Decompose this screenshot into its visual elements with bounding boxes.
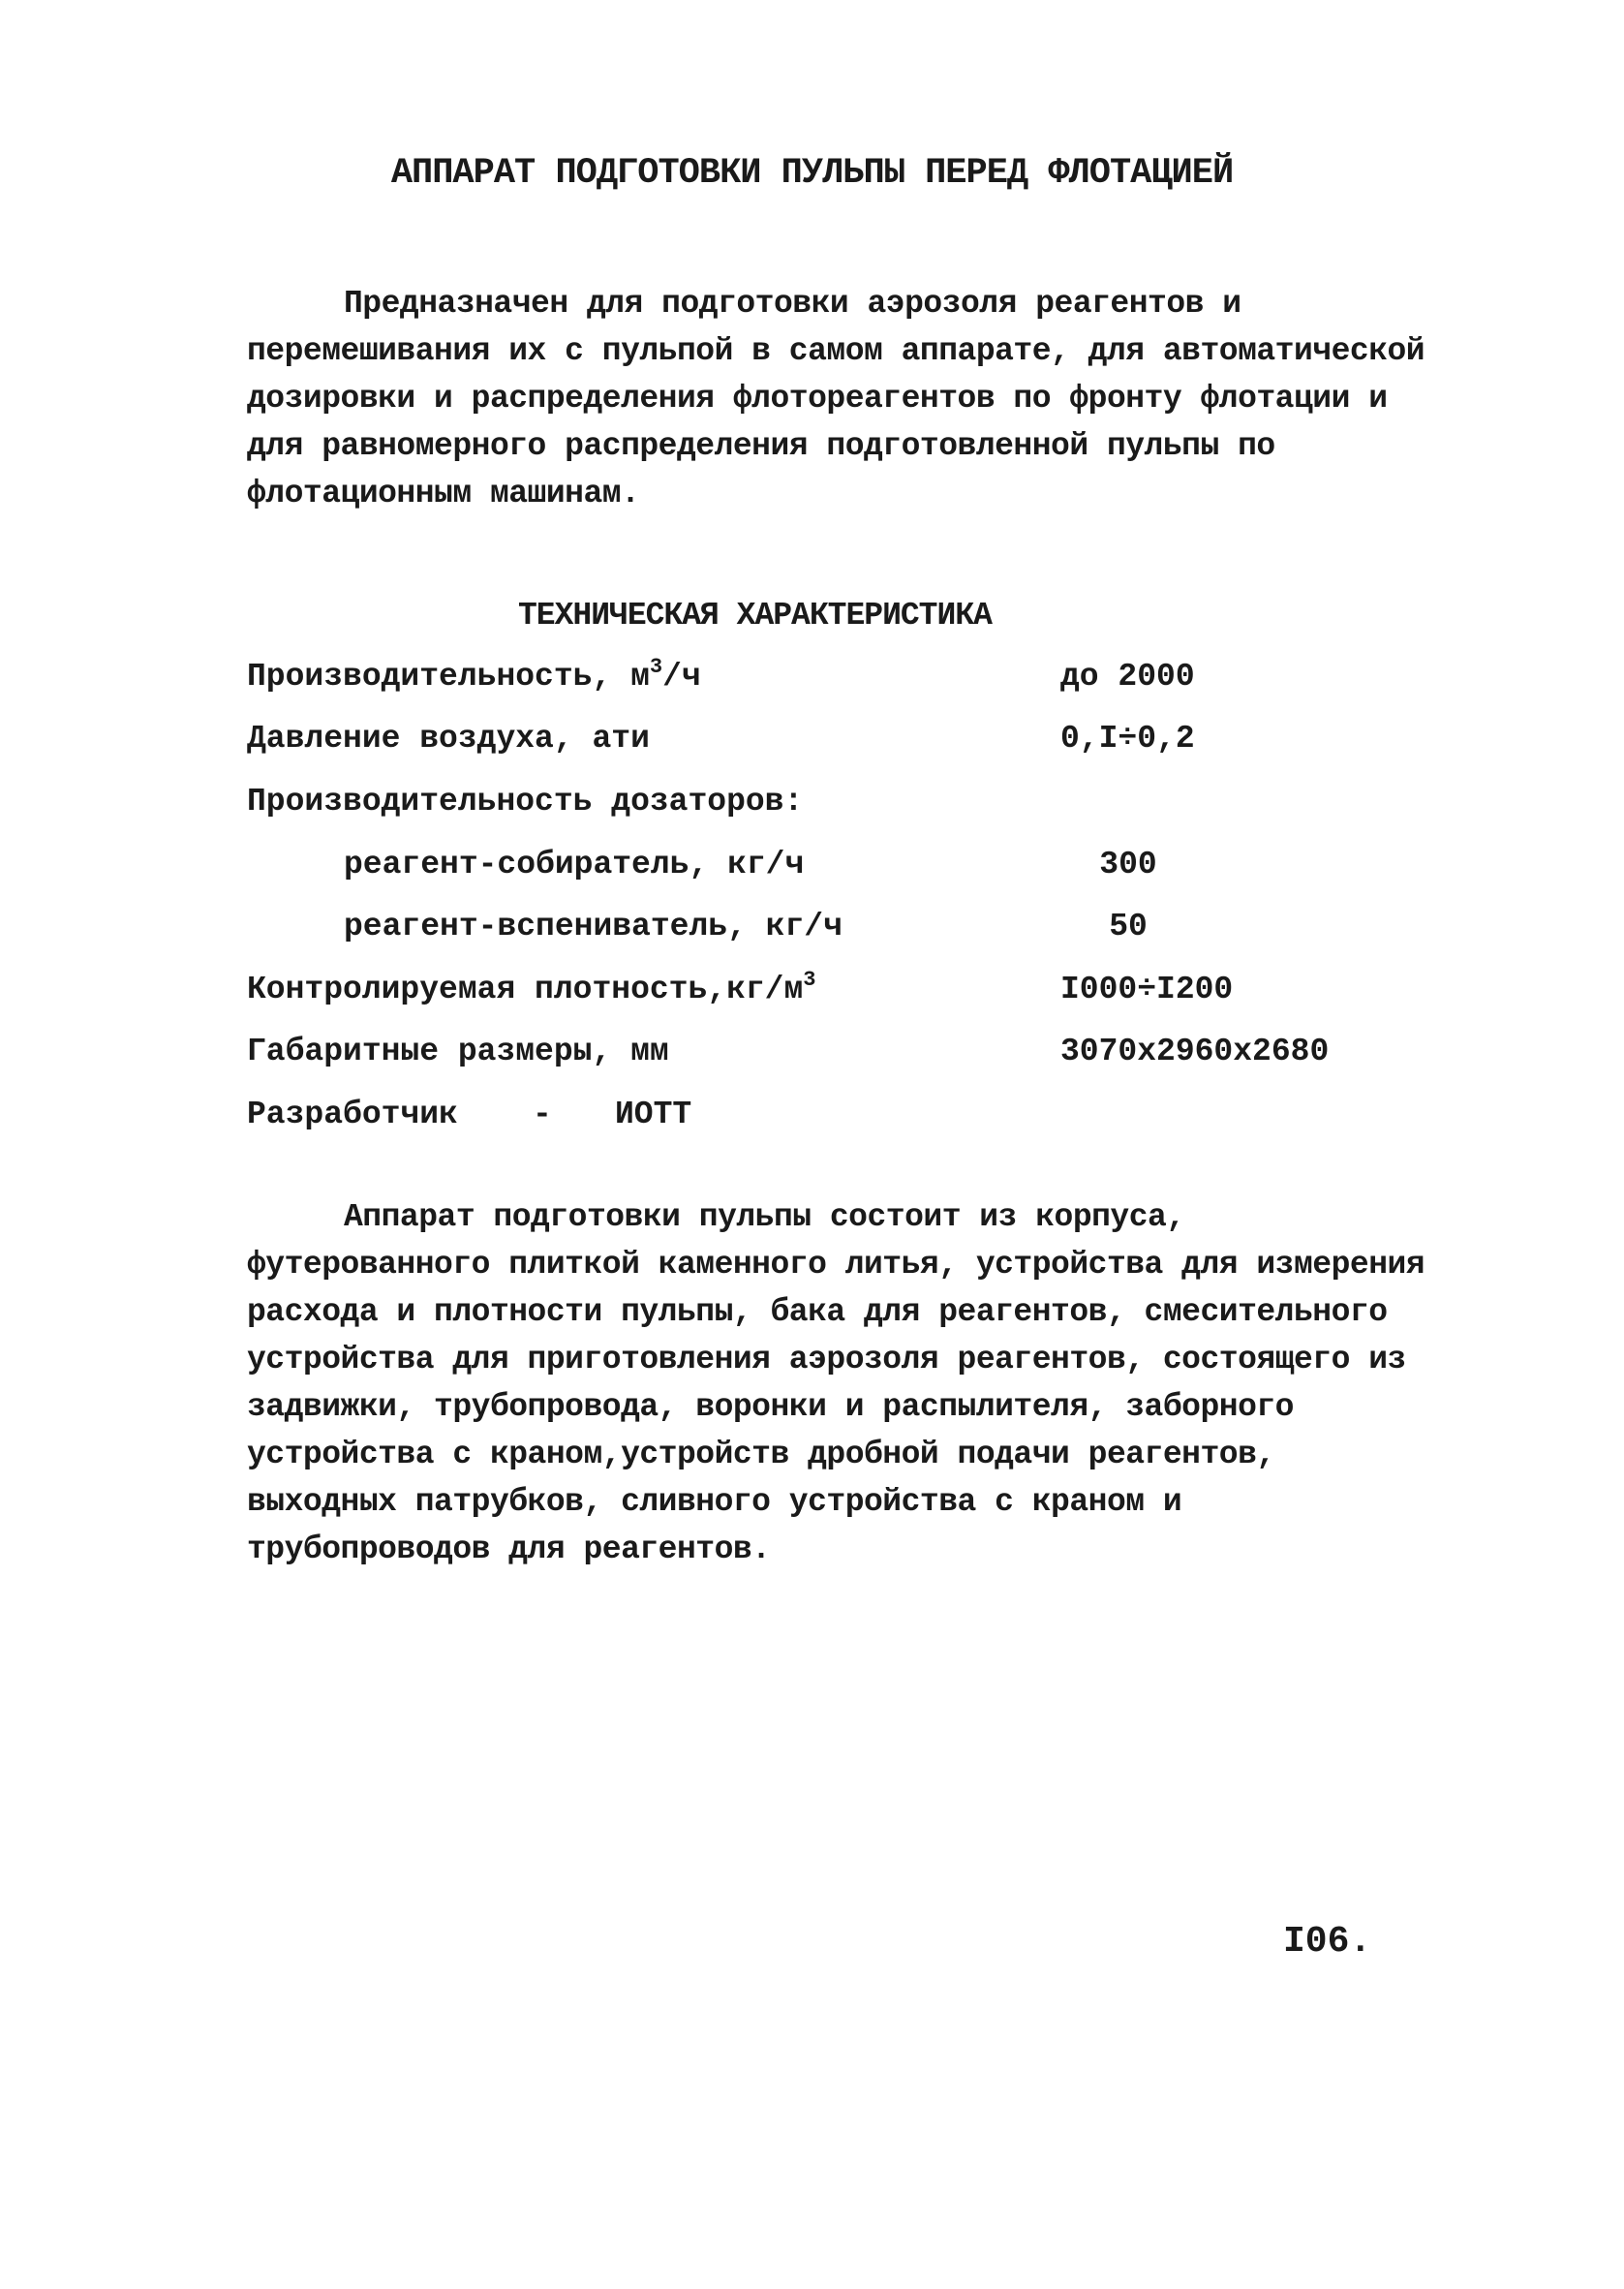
spec-label-density — [247, 968, 816, 1007]
capacity-label-text: Производительность, м — [247, 659, 650, 695]
spec-label-dosers: Производительность дозаторов: — [247, 784, 804, 820]
spec-label-developer: Разработчик — [247, 1097, 458, 1132]
spec-value-dimensions: 3070x2960x2680 — [1060, 1034, 1330, 1069]
page-number: I06. — [1283, 1921, 1372, 1963]
spec-label-frother: реагент-вспениватель, кг/ч — [344, 909, 843, 944]
spec-value-frother: 50 — [1109, 909, 1148, 944]
document-title: АППАРАТ ПОДГОТОВКИ ПУЛЬПЫ ПЕРЕД ФЛОТАЦИЕЙ — [390, 153, 1234, 194]
developer-dash: - — [533, 1097, 552, 1132]
spec-label-capacity — [247, 655, 701, 695]
spec-row-density — [247, 968, 1409, 1020]
spec-row-developer — [247, 1097, 1409, 1145]
spec-row-capacity — [247, 655, 1409, 707]
spec-value-developer: ИОТТ — [615, 1097, 692, 1132]
spec-row-air-pressure — [247, 721, 1409, 769]
spec-label-air-pressure: Давление воздуха, ати — [247, 721, 650, 757]
spec-row-dimensions — [247, 1034, 1409, 1082]
spec-value-air-pressure: 0,I÷0,2 — [1060, 721, 1195, 757]
spec-value-capacity: до 2000 — [1060, 659, 1195, 695]
spec-row-frother — [247, 909, 1409, 957]
specs-title: ТЕХНИЧЕСКАЯ ХАРАКТЕРИСТИКА — [518, 598, 992, 634]
capacity-superscript: 3 — [649, 655, 663, 679]
spec-value-density: I000÷I200 — [1060, 972, 1234, 1007]
description-paragraph: Аппарат подготовки пульпы состоит из корпуса, футерованного плиткой каменного литья, устройства для измерения расхода и плотности пульпы, бака для реагентов, смесительного устройства для приготовления аэрозоля реагентов, состоящего из задвижки, трубопровода, воронки и распылителя, заборного устройства с краном,устройств дробной подачи реагентов, выходных патрубков, сливного устройства с краном и трубопроводов для реагентов. — [247, 1199, 1425, 1567]
spec-label-dimensions: Габаритные размеры, мм — [247, 1034, 669, 1069]
spec-value-collector: 300 — [1099, 847, 1157, 882]
capacity-unit-tail: /ч — [662, 659, 701, 695]
density-superscript: 3 — [803, 968, 816, 992]
density-label-text: Контролируемая плотность,кг/м — [247, 972, 804, 1007]
spec-row-collector — [247, 847, 1409, 895]
spec-row-dosers — [247, 784, 1409, 832]
intro-paragraph: Предназначен для подготовки аэрозоля реагентов и перемешивания их с пульпой в самом аппарате, для автоматической дозировки и распределения флотореагентов по фронту флотации и для равномерного распределения подготовленной пульпы по флотационным машинам. — [247, 286, 1425, 511]
spec-label-collector: реагент-собиратель, кг/ч — [344, 847, 805, 882]
